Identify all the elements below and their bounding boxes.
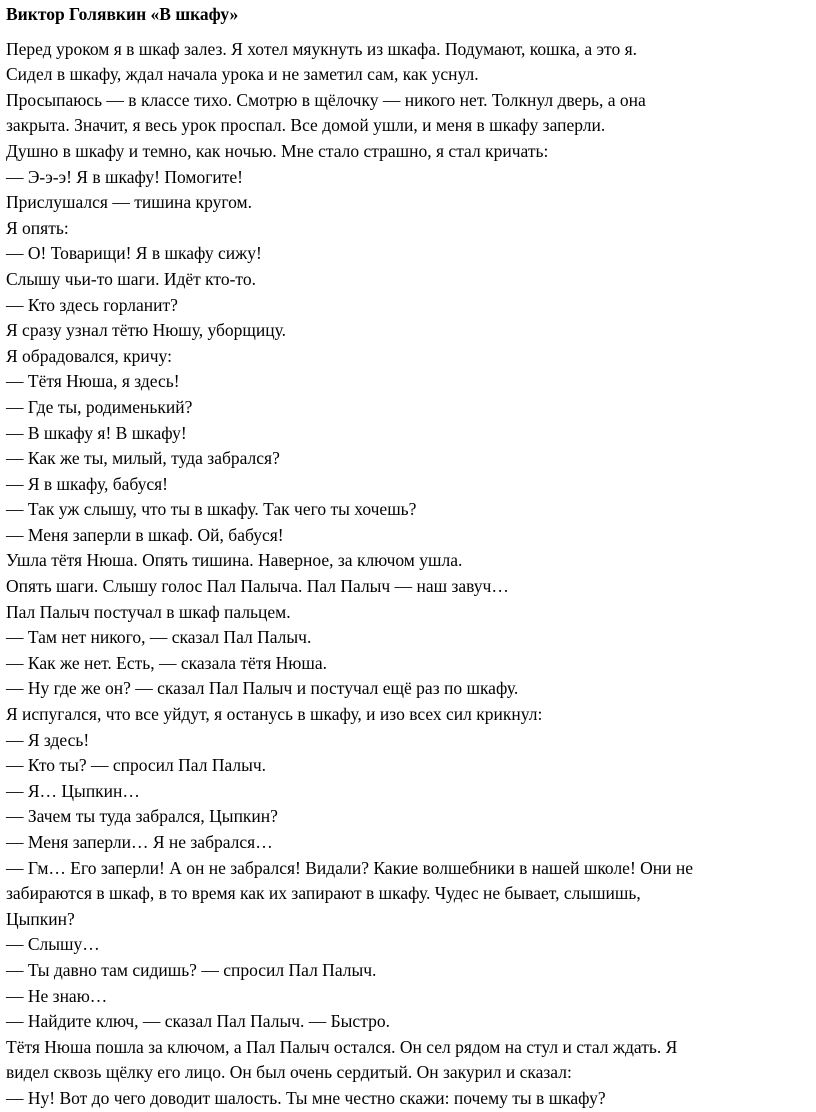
text-line: Пал Палыч постучал в шкаф пальцем. xyxy=(6,601,291,622)
text-line: — О! Товарищи! Я в шкафу сижу! xyxy=(6,243,262,264)
text-line: Сидел в шкафу, ждал начала урока и не заметил сам, как уснул. xyxy=(6,64,479,85)
text-line: закрыта. Значит, я весь урок проспал. Все домой ушли, и меня в шкафу заперли. xyxy=(6,115,606,136)
text-line: Тётя Нюша пошла за ключом, а Пал Палыч остался. Он сел рядом на стул и стал ждать. Я xyxy=(6,1036,678,1057)
text-line: Опять шаги. Слышу голос Пал Палыча. Пал Палыч — наш завуч… xyxy=(6,576,509,597)
text-line: Я обрадовался, кричу: xyxy=(6,345,172,366)
text-line: забираются в шкаф, в то время как их запирают в шкафу. Чудес не бывает, слышишь, xyxy=(6,883,641,904)
text-line: — Ты давно там сидишь? — спросил Пал Палыч. xyxy=(6,959,377,980)
text-line: — Ну! Вот до чего доводит шалость. Ты мне честно скажи: почему ты в шкафу? xyxy=(6,1087,606,1108)
text-line: Слышу чьи-то шаги. Идёт кто-то. xyxy=(6,268,256,289)
text-line: — Меня заперли… Я не забрался… xyxy=(6,832,273,852)
text-line: — Там нет никого, — сказал Пал Палыч. xyxy=(6,627,312,648)
text-line: — Так уж слышу, что ты в шкафу. Так чего ты хочешь? xyxy=(6,499,417,520)
text-line: — Как же ты, милый, туда забрался? xyxy=(6,448,280,469)
text-line: видел сквозь щёлку его лицо. Он был очень сердитый. Он закурил и сказал: xyxy=(6,1062,572,1083)
text-line: — Не знаю… xyxy=(6,985,108,1006)
text-line: Перед уроком я в шкаф залез. Я хотел мяукнуть из шкафа. Подумают, кошка, а это я. xyxy=(6,38,637,59)
text-line: — Зачем ты туда забрался, Цыпкин? xyxy=(6,806,278,827)
text-line: Ушла тётя Нюша. Опять тишина. Наверное, за ключом ушла. xyxy=(6,550,463,571)
text-line: Прислушался — тишина кругом. xyxy=(6,192,252,213)
text-line: — Кто здесь горланит? xyxy=(6,294,178,315)
text-line: — Я здесь! xyxy=(6,729,90,750)
text-line: Цыпкин? xyxy=(6,908,75,929)
text-line: — В шкафу я! В шкафу! xyxy=(6,422,187,443)
story-text xyxy=(6,37,810,1112)
text-line: — Где ты, родименький? xyxy=(6,396,193,417)
text-line: Я испугался, что все уйдут, я останусь в шкафу, и изо всех сил крикнул: xyxy=(6,704,543,725)
text-line: — Кто ты? — спросил Пал Палыч. xyxy=(6,755,267,776)
text-line: — Тётя Нюша, я здесь! xyxy=(6,371,180,392)
text-line: — Найдите ключ, — сказал Пал Палыч. — Быстро. xyxy=(6,1011,390,1032)
text-line: Я сразу узнал тётю Нюшу, уборщицу. xyxy=(6,320,287,341)
text-line: — Я… Цыпкин… xyxy=(6,780,140,801)
text-line: — Гм… Его заперли! А он не забрался! Видали? Какие волшебники в нашей школе! Они не xyxy=(6,857,694,878)
text-line: Душно в шкафу и темно, как ночью. Мне стало страшно, я стал кричать: xyxy=(6,140,549,161)
text-line: — Ну где же он? — сказал Пал Палыч и постучал ещё раз по шкафу. xyxy=(6,678,519,699)
text-line: Я опять: xyxy=(6,217,69,238)
text-line: — Слышу… xyxy=(6,934,100,955)
text-line: — Меня заперли в шкаф. Ой, бабуся! xyxy=(6,524,284,545)
text-line: — Я в шкафу, бабуся! xyxy=(6,473,168,494)
document-title: Виктор Голявкин «В шкафу» xyxy=(6,4,239,24)
text-line: Просыпаюсь — в классе тихо. Смотрю в щёлочку — никого нет. Толкнул дверь, а она xyxy=(6,89,646,110)
text-line: — Как же нет. Есть, — сказала тётя Нюша. xyxy=(6,652,327,673)
text-line: — Э-э-э! Я в шкафу! Помогите! xyxy=(6,166,243,187)
